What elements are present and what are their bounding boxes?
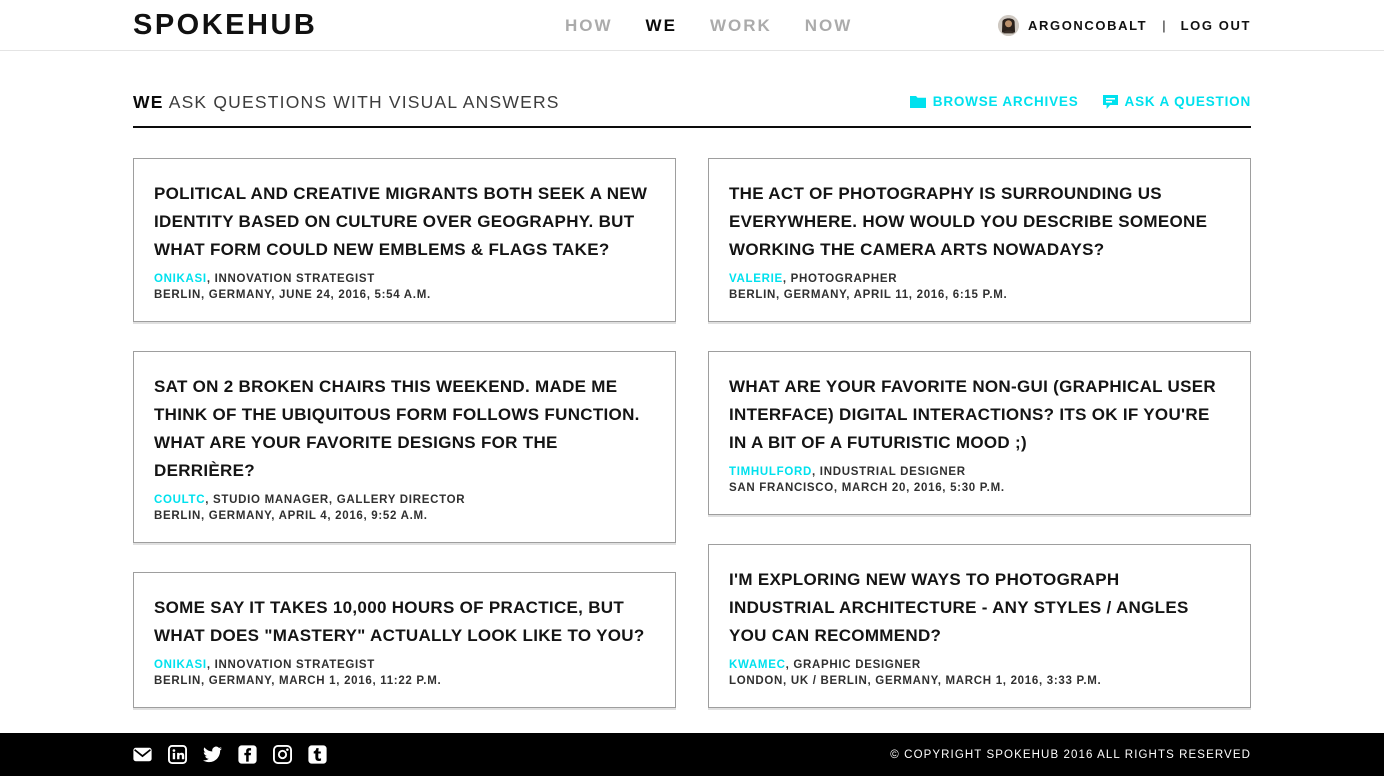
question-text: SAT ON 2 BROKEN CHAIRS THIS WEEKEND. MADE ME THINK OF THE UBIQUITOUS FORM FOLLOWS FUNCTION. WHAT ARE YOUR FAVORITE DESIGNS FOR THE DERRIÈRE?: [154, 377, 640, 480]
questions-column-right: [708, 158, 1251, 776]
question-author[interactable]: ONIKASI: [154, 659, 207, 671]
question-text: SOME SAY IT TAKES 10,000 HOURS OF PRACTICE, BUT WHAT DOES "MASTERY" ACTUALLY LOOK LIKE TO YOU?: [154, 598, 645, 645]
question-author-role: , INNOVATION STRATEGIST: [206, 659, 375, 671]
question-meta: BERLIN, GERMANY, MARCH 1, 2016, 11:22 P.M.: [154, 675, 442, 687]
social-links: [133, 745, 327, 764]
question-card[interactable]: [133, 158, 676, 322]
questions-column-left: [133, 158, 676, 737]
question-author[interactable]: KWAMEC: [729, 659, 786, 671]
question-text: I'M EXPLORING NEW WAYS TO PHOTOGRAPH INDUSTRIAL ARCHITECTURE - ANY STYLES / ANGLES YOU CAN RECOMMEND?: [729, 570, 1189, 645]
username-link[interactable]: ARGONCOBALT: [1028, 17, 1148, 33]
page-title-rest: ASK QUESTIONS WITH VISUAL ANSWERS: [163, 92, 560, 112]
question-card[interactable]: [708, 351, 1251, 515]
user-area: [998, 15, 1251, 36]
question-meta: BERLIN, GERMANY, APRIL 4, 2016, 9:52 A.M.: [154, 510, 428, 522]
question-author[interactable]: ONIKASI: [154, 273, 207, 285]
top-bar: [0, 0, 1384, 51]
avatar[interactable]: [998, 15, 1019, 36]
question-author-role: , INNOVATION STRATEGIST: [206, 273, 375, 285]
email-icon[interactable]: [133, 745, 152, 764]
question-author[interactable]: VALERIE: [729, 273, 783, 285]
browse-archives-label: BROWSE ARCHIVES: [932, 94, 1079, 109]
user-separator: |: [1162, 17, 1166, 33]
question-card[interactable]: [708, 544, 1251, 708]
question-author[interactable]: COULTC: [154, 494, 206, 506]
questions-grid: [133, 158, 1251, 776]
question-author[interactable]: TIMHULFORD: [729, 466, 813, 478]
page-title: [133, 92, 560, 113]
question-author-role: , STUDIO MANAGER, GALLERY DIRECTOR: [205, 494, 466, 506]
page-actions: [910, 94, 1251, 109]
chat-bubble-icon: [1103, 95, 1118, 109]
tumblr-icon[interactable]: [308, 745, 327, 764]
avatar-image: [998, 15, 1019, 36]
page-title-we: WE: [133, 92, 164, 112]
question-text: THE ACT OF PHOTOGRAPHY IS SURROUNDING US EVERYWHERE. HOW WOULD YOU DESCRIBE SOMEONE WORKING THE CAMERA ARTS NOWADAYS?: [729, 184, 1208, 259]
browse-archives-link[interactable]: [910, 94, 1079, 109]
instagram-icon[interactable]: [273, 745, 292, 764]
question-meta: BERLIN, GERMANY, APRIL 11, 2016, 6:15 P.M.: [729, 289, 1008, 301]
question-text: WHAT ARE YOUR FAVORITE NON-GUI (GRAPHICAL USER INTERFACE) DIGITAL INTERACTIONS? ITS OK IF YOU'RE IN A BIT OF A FUTURISTIC MOOD ;): [729, 377, 1216, 452]
nav-item-now[interactable]: NOW: [804, 15, 853, 35]
copyright-text: © COPYRIGHT SPOKEHUB 2016 ALL RIGHTS RESERVED: [890, 748, 1251, 761]
page-header: [133, 92, 1251, 128]
footer: [0, 733, 1384, 776]
question-card[interactable]: [708, 158, 1251, 322]
ask-question-label: ASK A QUESTION: [1124, 94, 1251, 109]
nav-item-how[interactable]: HOW: [565, 15, 613, 35]
folder-icon: [910, 95, 926, 108]
header-rule: [133, 126, 1251, 128]
facebook-icon[interactable]: [238, 745, 257, 764]
linkedin-icon[interactable]: [168, 745, 187, 764]
question-meta: BERLIN, GERMANY, JUNE 24, 2016, 5:54 A.M.: [154, 289, 431, 301]
question-meta: SAN FRANCISCO, MARCH 20, 2016, 5:30 P.M.: [729, 482, 1005, 494]
question-card[interactable]: [133, 351, 676, 543]
twitter-icon[interactable]: [203, 745, 222, 764]
nav-item-we[interactable]: WE: [645, 15, 677, 35]
question-meta: LONDON, UK / BERLIN, GERMANY, MARCH 1, 2016, 3:33 P.M.: [729, 675, 1102, 687]
question-author-role: , INDUSTRIAL DESIGNER: [812, 466, 966, 478]
brand-logo[interactable]: SPOKEHUB: [133, 8, 318, 41]
question-author-role: , PHOTOGRAPHER: [782, 273, 898, 285]
question-card[interactable]: [133, 572, 676, 708]
logout-link[interactable]: LOG OUT: [1180, 17, 1251, 33]
question-author-role: , GRAPHIC DESIGNER: [785, 659, 921, 671]
ask-question-link[interactable]: [1103, 94, 1251, 109]
main-nav: [565, 0, 852, 51]
nav-item-work[interactable]: WORK: [709, 15, 772, 35]
question-text: POLITICAL AND CREATIVE MIGRANTS BOTH SEEK A NEW IDENTITY BASED ON CULTURE OVER GEOGRAPHY. BUT WHAT FORM COULD NEW EMBLEMS & FLAGS TAKE?: [154, 184, 648, 259]
